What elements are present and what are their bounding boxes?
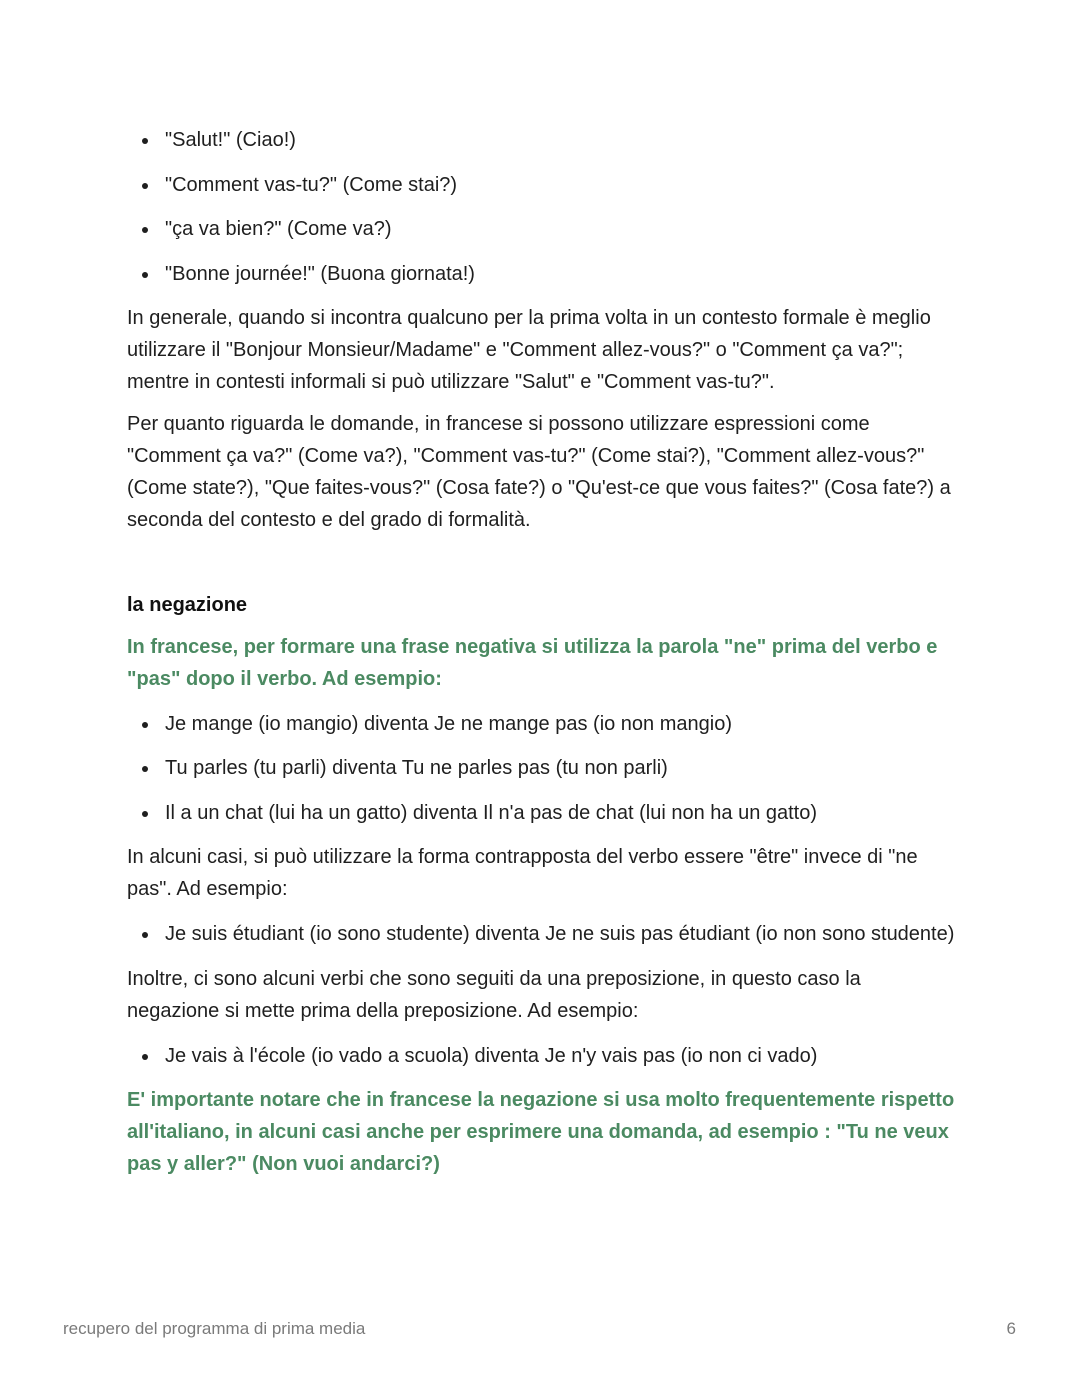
list-item: Je suis étudiant (io sono studente) diventa Je ne suis pas étudiant (io non sono studente) xyxy=(127,918,957,950)
section-heading: la negazione xyxy=(127,593,248,616)
document-page xyxy=(127,124,957,1180)
final-note: E' importante notare che in francese la negazione si usa molto frequentemente rispetto all'italiano, in alcuni casi anche per esprimere una domanda, ad esempio : "Tu ne veux pas y aller?" (Non vuoi andarci?) xyxy=(127,1088,955,1175)
list-item: "Bonne journée!" (Buona giornata!) xyxy=(127,258,957,290)
list-item: "Comment vas-tu?" (Come stai?) xyxy=(127,169,957,201)
list-item: "ça va bien?" (Come va?) xyxy=(127,213,957,245)
list-item: Je vais à l'école (io vado a scuola) diventa Je n'y vais pas (io non ci vado) xyxy=(127,1040,957,1072)
etre-examples-list xyxy=(127,918,957,950)
paragraph-etre: In alcuni casi, si può utilizzare la forma contrapposta del verbo essere "être" invece di "ne pas". Ad esempio: xyxy=(127,845,918,900)
list-item: "Salut!" (Ciao!) xyxy=(127,124,957,156)
list-item: Il a un chat (lui ha un gatto) diventa Il n'a pas de chat (lui non ha un gatto) xyxy=(127,797,957,829)
negation-intro: In francese, per formare una frase negativa si utilizza la parola "ne" prima del verbo e "pas" dopo il verbo. Ad esempio: xyxy=(127,635,938,690)
paragraph-questions: Per quanto riguarda le domande, in francese si possono utilizzare espressioni come "Comment ça va?" (Come va?), "Comment vas-tu?" (Come stai?), "Comment allez-vous?" (Come state?), "Que faites-vous?" (Cosa fate?) o "Qu'est-ce que vous faites?" (Cosa fate?) a seconda del contesto e del grado di formalità. xyxy=(127,412,951,531)
list-item: Je mange (io mangio) diventa Je ne mange pas (io non mangio) xyxy=(127,708,957,740)
negation-examples-list xyxy=(127,708,957,829)
page-number: 6 xyxy=(1006,1319,1016,1338)
footer-title: recupero del programma di prima media xyxy=(63,1319,366,1338)
preposition-examples-list xyxy=(127,1040,957,1072)
list-item: Tu parles (tu parli) diventa Tu ne parles pas (tu non parli) xyxy=(127,752,957,784)
paragraph-formal: In generale, quando si incontra qualcuno per la prima volta in un contesto formale è meglio utilizzare il "Bonjour Monsieur/Madame" e "Comment allez-vous?" o "Comment ça va?"; mentre in contesti informali si può utilizzare "Salut" e "Comment vas-tu?". xyxy=(127,306,931,393)
paragraph-preposition: Inoltre, ci sono alcuni verbi che sono seguiti da una preposizione, in questo caso la negazione si mette prima della preposizione. Ad esempio: xyxy=(127,967,861,1022)
greetings-list xyxy=(127,124,957,290)
